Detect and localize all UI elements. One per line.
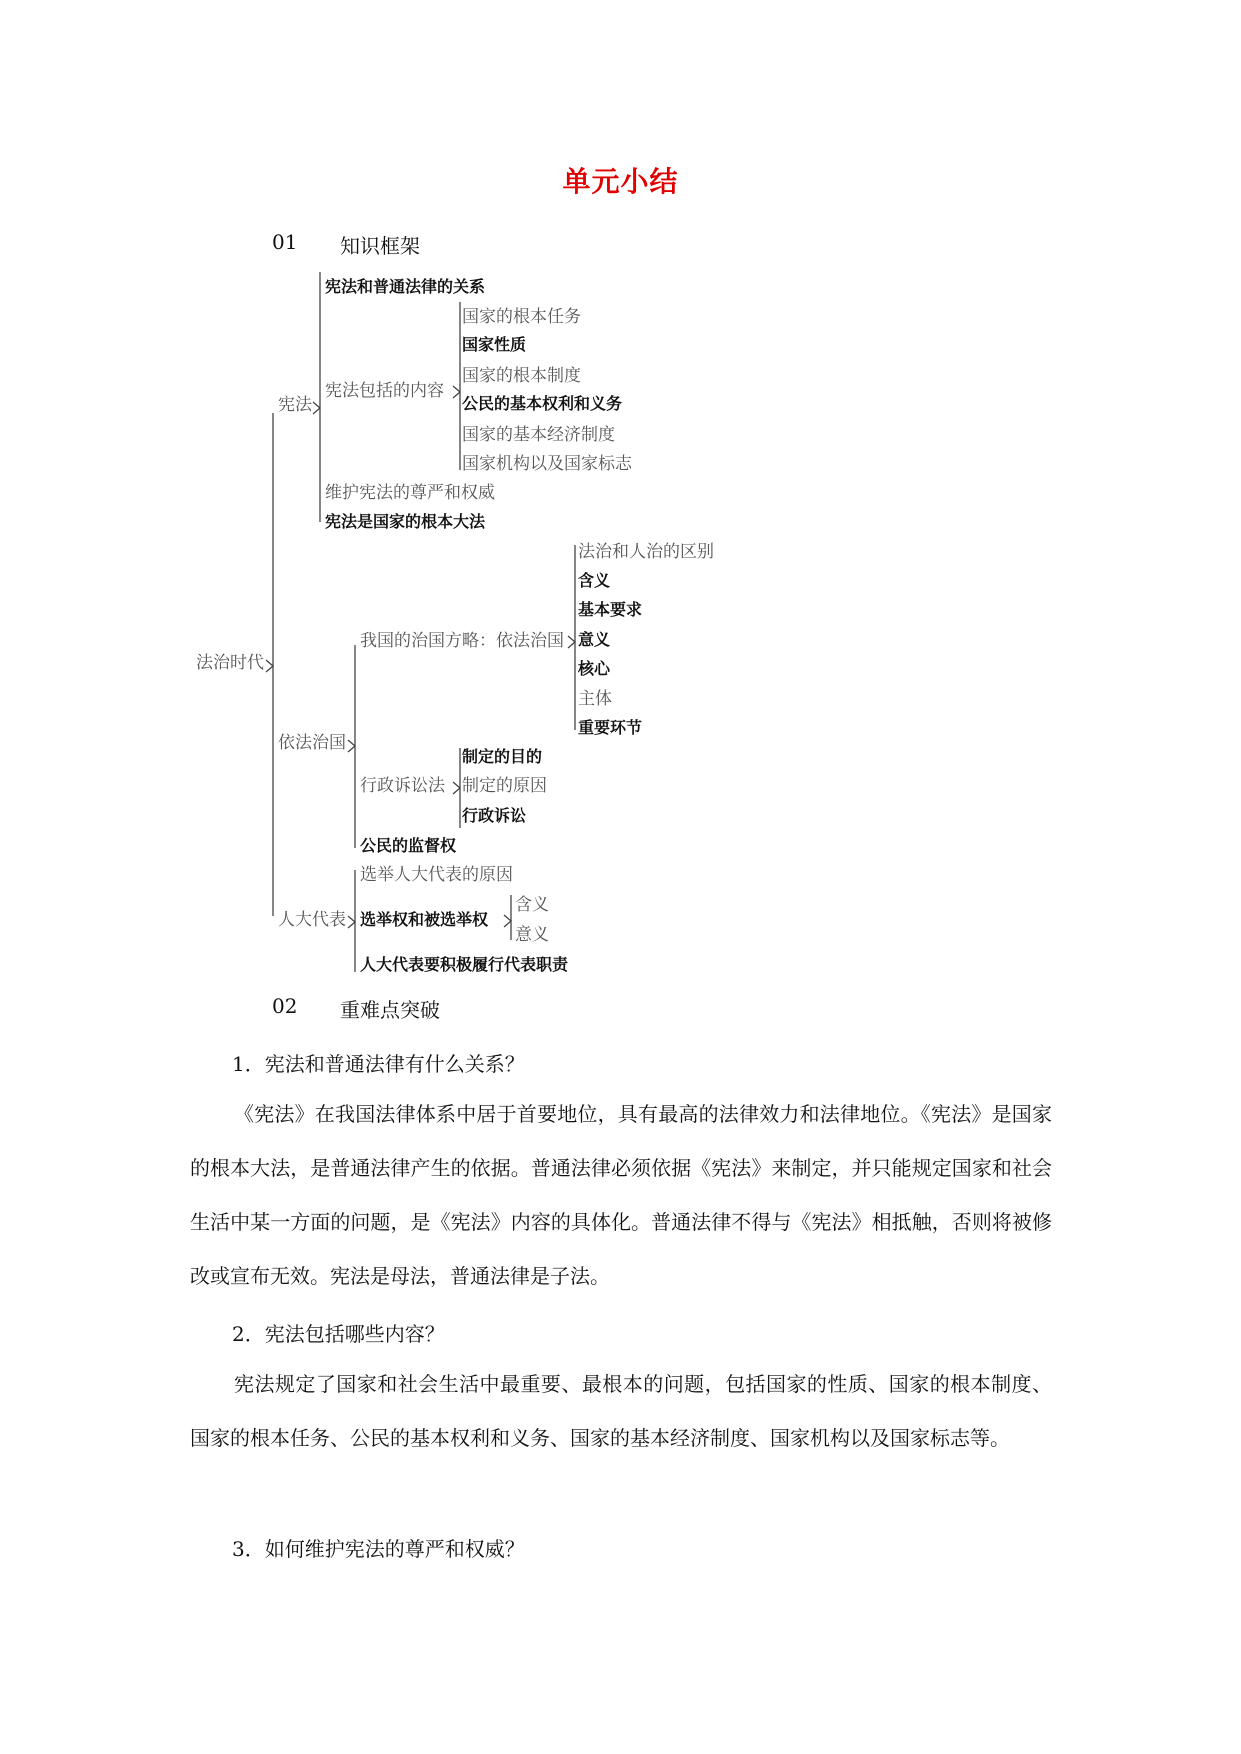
question: 1．宪法和普通法律有什么关系？ xyxy=(232,1052,525,1076)
leaf-item: 基本要求 xyxy=(578,600,643,619)
node-supervision: 公民的监督权 xyxy=(360,836,457,855)
leaf-item: 制定的原因 xyxy=(462,776,547,796)
node-relation: 宪法和普通法律的关系 xyxy=(325,277,486,296)
page-title: 单元小结 xyxy=(562,165,679,198)
leaf-item: 重要环节 xyxy=(578,718,643,737)
leaf-item: 国家机构以及国家标志 xyxy=(462,454,632,474)
node-duty: 人大代表要积极履行代表职责 xyxy=(360,955,569,974)
node-yifa: 依法治国 xyxy=(278,733,346,753)
leaf-item: 国家的根本制度 xyxy=(462,366,581,386)
node-fundamental: 宪法是国家的根本大法 xyxy=(325,512,486,531)
node-strategy: 我国的治国方略：依法治国 xyxy=(360,631,564,651)
leaf-item: 行政诉讼 xyxy=(462,806,527,825)
node-reason: 选举人大代表的原因 xyxy=(360,865,513,885)
leaf-item: 核心 xyxy=(578,659,611,678)
node-admin: 行政诉讼法 xyxy=(360,776,445,796)
leaf-item: 含义 xyxy=(515,895,549,915)
answer-paragraph: 宪法规定了国家和社会生活中最重要、最根本的问题，包括国家的性质、国家的根本制度、国家的根本任务、公民的基本权利和义务、国家的基本经济制度、国家机构以及国家标志等。 xyxy=(190,1372,1052,1450)
leaf-item: 公民的基本权利和义务 xyxy=(462,394,623,413)
question: 2．宪法包括哪些内容？ xyxy=(232,1322,445,1346)
leaf-item: 意义 xyxy=(515,925,549,945)
leaf-item: 国家的基本经济制度 xyxy=(462,425,615,445)
question: 3．如何维护宪法的尊严和权威？ xyxy=(232,1537,525,1561)
section-number: 01 xyxy=(272,230,298,254)
section-heading: 知识框架 xyxy=(340,234,420,258)
node-maintain: 维护宪法的尊严和权威 xyxy=(325,483,495,503)
node-renda: 人大代表 xyxy=(278,910,346,930)
leaf-item: 国家性质 xyxy=(462,335,527,354)
node-vote: 选举权和被选举权 xyxy=(360,910,489,929)
answer-paragraph: 《宪法》在我国法律体系中居于首要地位，具有最高的法律效力和法律地位。《宪法》是国家的根本大法，是普通法律产生的依据。普通法律必须依据《宪法》来制定，并只能规定国家和社会生活中某一方面的问题，是《宪法》内容的具体化。普通法律不得与《宪法》相抵触，否则将被修改或宣布无效。宪法是母法，普通法律是子法。 xyxy=(190,1102,1052,1288)
leaf-item: 国家的根本任务 xyxy=(462,307,581,327)
node-xianfa: 宪法 xyxy=(278,395,312,415)
section-heading: 重难点突破 xyxy=(340,998,440,1022)
leaf-item: 意义 xyxy=(578,630,611,649)
leaf-item: 主体 xyxy=(578,689,612,709)
leaf-item: 法治和人治的区别 xyxy=(578,542,714,562)
tree-root: 法治时代 xyxy=(196,653,264,673)
section-number: 02 xyxy=(272,994,298,1018)
leaf-item: 制定的目的 xyxy=(462,747,543,766)
leaf-item: 含义 xyxy=(578,571,611,590)
node-content: 宪法包括的内容 xyxy=(325,381,444,401)
